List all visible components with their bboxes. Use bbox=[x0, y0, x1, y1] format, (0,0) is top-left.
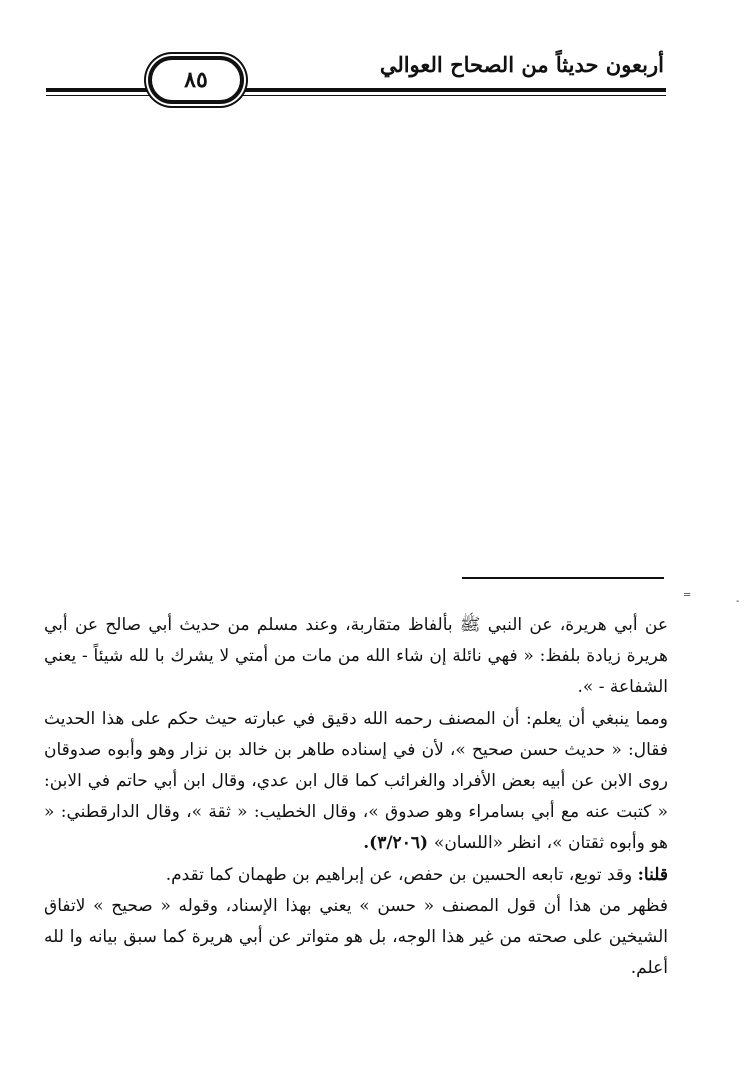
qulna-lead: قلنا: bbox=[637, 864, 668, 885]
footnote-paragraph: ومما ينبغي أن يعلم: أن المصنف رحمه الله دقيق في عبارته حيث حكم على هذا الحديث فقال: « حديث حسن صحيح »، لأن في إسناده طاهر بن خالد بن نزار وهو وأبوه صدوقان روى الابن عن أبيه بعض الأفراد والغرائب كما قال ابن عدي، وقال ابن أبي حاتم في الابن: « كتبت عنه مع أبي بسامراء وهو صدوق »، وقال الخطيب: « ثقة »، وقال الدارقطني: « هو وأبوه ثقتان »، انظر «اللسان» (٣/٢٠٦). bbox=[44, 708, 668, 854]
footnote-text bbox=[44, 610, 668, 984]
footnote-separator bbox=[462, 577, 664, 579]
footnote-paragraph: قلنا: وقد توبع، تابعه الحسين بن حفص، عن إبراهيم بن طهمان كما تقدم. bbox=[165, 864, 668, 885]
scan-mark: = bbox=[683, 590, 692, 601]
page-number-badge bbox=[148, 56, 244, 104]
volume-page-reference: (٣/٢٠٦). bbox=[363, 833, 434, 854]
header-rule-thin bbox=[46, 95, 666, 96]
scan-mark: - bbox=[736, 596, 740, 607]
header-title: أربعون حديثاً من الصحاح العوالي bbox=[379, 52, 664, 77]
footnote-paragraph: فظهر من هذا أن قول المصنف « حسن » يعني بهذا الإسناد، وقوله « صحيح » لاتفاق الشيخين على صحته من غير هذا الوجه، بل هو متواتر عن أبي هريرة كما سبق بيانه وا لله أعلم. bbox=[44, 895, 668, 979]
header-rule bbox=[46, 88, 666, 92]
page-number: ٨٥ bbox=[184, 67, 208, 93]
footnote-paragraph: عن أبي هريرة، عن النبي ﷺ بألفاظ متقاربة، وعند مسلم من حديث أبي صالح عن أبي هريرة زيادة بلفظ: « فهي نائلة إن شاء الله من مات من أمتي لا يشرك با لله شيئاً - يعني الشفاعة - ». bbox=[44, 615, 668, 698]
